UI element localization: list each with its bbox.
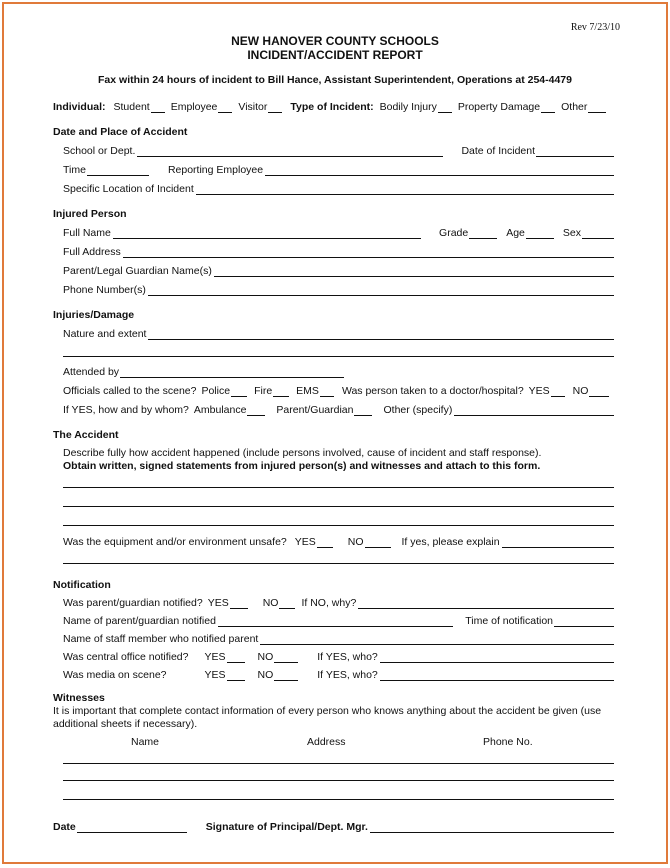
fire-label: Fire [254, 385, 273, 397]
other-specify-field[interactable] [454, 404, 614, 416]
explain-label: If yes, please explain [401, 536, 500, 548]
central-no-label: NO [257, 651, 274, 663]
officials-label: Officials called to the scene? [63, 385, 197, 397]
property-damage-label: Property Damage [457, 101, 541, 113]
staff-label: Name of staff member who notified parent [63, 633, 259, 645]
bodily-injury-label: Bodily Injury [379, 101, 437, 113]
media-yes-field[interactable] [227, 669, 245, 681]
ambulance-label: Ambulance [193, 404, 247, 416]
staff-row [63, 631, 614, 645]
parent-notified-question: Was parent/guardian notified? [63, 597, 203, 609]
media-row [63, 667, 614, 681]
ifno-why-label: If NO, why? [301, 597, 357, 609]
nature-field[interactable] [148, 328, 614, 340]
central-no-field[interactable] [274, 651, 298, 663]
time-reporting-row [63, 162, 614, 176]
central-yes-label: YES [204, 651, 226, 663]
ifyes-how-label: If YES, how and by whom? [63, 404, 189, 416]
location-row [63, 181, 614, 195]
other-field[interactable] [588, 101, 606, 113]
student-label: Student [113, 101, 150, 113]
nature-row [63, 326, 614, 340]
doctor-yes-field[interactable] [551, 385, 565, 397]
guardian-row [63, 263, 614, 277]
phone-field[interactable] [148, 284, 614, 296]
other-label: Other [561, 101, 588, 113]
name-parent-row [63, 613, 614, 627]
parent-guardian-label: Parent/Guardian [276, 404, 354, 416]
location-field[interactable] [196, 183, 614, 195]
accident-description-line-2[interactable] [63, 506, 614, 507]
police-label: Police [201, 385, 231, 397]
full-name-field[interactable] [113, 227, 421, 239]
nature-field-line-2[interactable] [63, 356, 614, 357]
equipment-no-label: NO [347, 536, 364, 548]
grade-label: Grade [439, 227, 469, 239]
footer-row [53, 819, 614, 833]
describe-text: Describe fully how accident happened (include persons involved, cause of incident and staff response). [63, 447, 542, 459]
signature-field[interactable] [370, 821, 614, 833]
date-of-incident-field[interactable] [536, 145, 614, 157]
name-parent-field[interactable] [218, 615, 453, 627]
notification-heading: Notification [53, 579, 111, 591]
bodily-injury-field[interactable] [438, 101, 452, 113]
ems-field[interactable] [320, 385, 334, 397]
ambulance-field[interactable] [247, 404, 265, 416]
date-of-incident-label: Date of Incident [461, 145, 535, 157]
obtain-statements-text: Obtain written, signed statements from injured person(s) and witnesses and attach to this form. [63, 460, 541, 472]
fire-field[interactable] [273, 385, 289, 397]
property-damage-field[interactable] [541, 101, 555, 113]
time-label: Time [63, 164, 86, 176]
incident-report-form [2, 2, 668, 864]
parent-notified-yes-label: YES [207, 597, 229, 609]
media-no-field[interactable] [274, 669, 298, 681]
equipment-row [63, 534, 614, 548]
title-line-2: INCIDENT/ACCIDENT REPORT [247, 48, 423, 62]
reporting-employee-label: Reporting Employee [167, 164, 264, 176]
injuries-damage-heading: Injuries/Damage [53, 309, 135, 321]
central-yes-field[interactable] [227, 651, 245, 663]
age-field[interactable] [526, 227, 554, 239]
equipment-no-field[interactable] [365, 536, 391, 548]
parent-notified-no-field[interactable] [279, 597, 295, 609]
central-ifyes-field[interactable] [380, 651, 614, 663]
reporting-employee-field[interactable] [265, 164, 614, 176]
guardian-field[interactable] [214, 265, 614, 277]
date-field[interactable] [77, 821, 187, 833]
explain-field[interactable] [502, 536, 614, 548]
revision-date: Rev 7/23/10 [570, 22, 620, 33]
individual-label: Individual: [53, 101, 106, 113]
age-label: Age [506, 227, 525, 239]
doctor-no-label: NO [572, 385, 589, 397]
phone-label: Phone Number(s) [63, 284, 146, 296]
other-specify-label: Other (specify) [383, 404, 453, 416]
accident-description-line-1[interactable] [63, 487, 614, 488]
officials-row [63, 383, 614, 397]
full-name-label: Full Name [63, 227, 111, 239]
witness-line-2[interactable] [63, 780, 614, 781]
ems-label: EMS [296, 385, 319, 397]
employee-field[interactable] [218, 101, 232, 113]
sex-label: Sex [562, 227, 581, 239]
parent-notified-no-label: NO [262, 597, 279, 609]
attended-by-field[interactable] [120, 366, 344, 378]
accident-heading: The Accident [53, 429, 119, 441]
nature-label: Nature and extent [63, 328, 147, 340]
employee-label: Employee [170, 101, 218, 113]
title-line-1: NEW HANOVER COUNTY SCHOOLS [231, 34, 439, 48]
school-field[interactable] [137, 145, 443, 157]
time-notification-field[interactable] [554, 615, 614, 627]
fax-instruction: Fax within 24 hours of incident to Bill Hance, Assistant Superintendent, Operations at 254-4479 [98, 74, 572, 86]
school-date-row [63, 143, 614, 157]
witness-line-1[interactable] [63, 763, 614, 764]
witness-name-header: Name [131, 736, 160, 748]
witness-line-3[interactable] [63, 799, 614, 800]
phone-row [63, 282, 614, 296]
name-grade-row [63, 225, 614, 239]
equipment-question: Was the equipment and/or environment unsafe? [63, 536, 287, 548]
address-row [63, 244, 614, 258]
media-no-label: NO [257, 669, 274, 681]
parent-notified-yes-field[interactable] [230, 597, 248, 609]
central-office-row [63, 649, 614, 663]
individual-row [53, 99, 614, 113]
attended-by-label: Attended by [63, 366, 120, 378]
doctor-question: Was person taken to a doctor/hospital? [341, 385, 524, 397]
name-parent-label: Name of parent/guardian notified [63, 615, 216, 627]
attended-row [63, 364, 614, 378]
witness-phone-header: Phone No. [483, 736, 533, 748]
visitor-label: Visitor [238, 101, 268, 113]
injured-person-heading: Injured Person [53, 208, 127, 220]
grade-field[interactable] [469, 227, 497, 239]
student-field[interactable] [151, 101, 165, 113]
witness-address-header: Address [307, 736, 346, 748]
explain-field-line-2[interactable] [63, 563, 614, 564]
date-label: Date [53, 821, 76, 833]
full-address-field[interactable] [123, 246, 614, 258]
time-notification-label: Time of notification [465, 615, 553, 627]
form-title [4, 34, 666, 62]
media-ifyes-field[interactable] [380, 669, 614, 681]
date-place-heading: Date and Place of Accident [53, 126, 188, 138]
witnesses-note: It is important that complete contact information of every person who knows anything about the accident be given (use additional sheets if necessary). [53, 705, 602, 730]
media-yes-label: YES [204, 669, 226, 681]
witness-columns [4, 734, 666, 748]
guardian-label: Parent/Legal Guardian Name(s) [63, 265, 212, 277]
time-field[interactable] [87, 164, 149, 176]
doctor-no-field[interactable] [589, 385, 609, 397]
media-question: Was media on scene? [63, 669, 167, 681]
witnesses-heading: Witnesses [53, 692, 105, 704]
ifno-why-field[interactable] [358, 597, 614, 609]
location-label: Specific Location of Incident [63, 183, 194, 195]
parent-notified-row [63, 595, 614, 609]
school-label: School or Dept. [63, 145, 136, 157]
police-field[interactable] [231, 385, 247, 397]
sex-field[interactable] [582, 227, 614, 239]
type-of-incident-label: Type of Incident: [290, 101, 374, 113]
equipment-yes-field[interactable] [317, 536, 333, 548]
parent-guardian-field[interactable] [354, 404, 372, 416]
full-address-label: Full Address [63, 246, 121, 258]
doctor-yes-label: YES [528, 385, 550, 397]
visitor-field[interactable] [268, 101, 282, 113]
how-whom-row [63, 402, 614, 416]
staff-field[interactable] [260, 633, 614, 645]
media-ifyes-label: If YES, who? [317, 669, 378, 681]
accident-description-line-3[interactable] [63, 525, 614, 526]
signature-label: Signature of Principal/Dept. Mgr. [205, 821, 368, 833]
central-ifyes-label: If YES, who? [317, 651, 378, 663]
equipment-yes-label: YES [294, 536, 316, 548]
central-office-question: Was central office notified? [63, 651, 189, 663]
